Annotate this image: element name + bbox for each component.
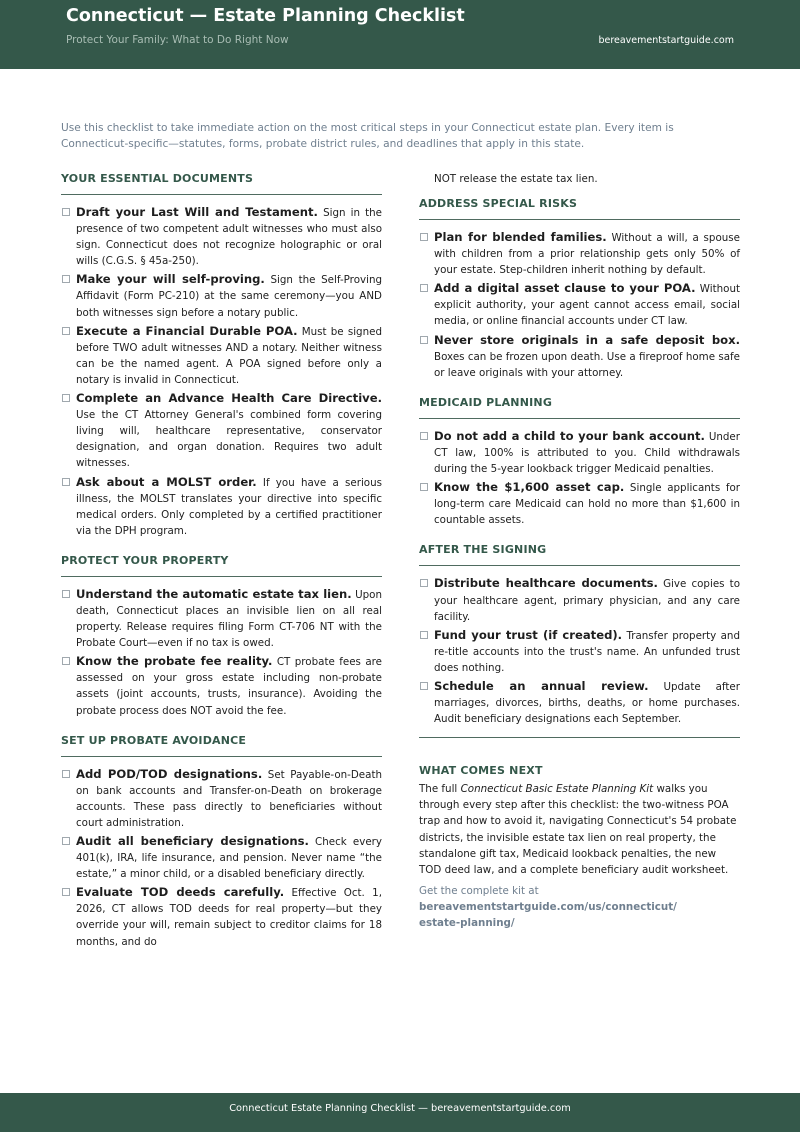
section-heading: AFTER THE SIGNING xyxy=(419,541,740,566)
checkbox[interactable] xyxy=(62,478,70,486)
item-title: Audit all beneficiary designations. xyxy=(76,834,309,848)
item-description: Under CT law, 100% is attributed to you. Child withdrawals during the 5-year lookback trigger Medicaid penalties. xyxy=(434,430,740,476)
section-heading: MEDICAID PLANNING xyxy=(419,394,740,419)
item-title: Add POD/TOD designations. xyxy=(76,766,263,781)
divider xyxy=(419,737,740,738)
item-description: Boxes can be frozen upon death. Use a fireproof home safe or leave originals with your attorney. xyxy=(434,350,740,379)
item-description: Give copies to your healthcare agent, primary physician, and any care facility. xyxy=(434,578,740,623)
section-gap xyxy=(61,541,382,552)
footer-text: Connecticut Estate Planning Checklist — bereavementstartguide.com xyxy=(229,1103,571,1114)
header-site[interactable]: bereavementstartguide.com xyxy=(598,35,734,46)
item-description: CT probate fees are assessed on your gross estate including non-probate assets (joint accounts, trusts, insurance). Avoiding the probate process does NOT avoid the fee. xyxy=(76,656,382,717)
checkbox[interactable] xyxy=(420,336,428,344)
page-title: Connecticut — Estate Planning Checklist xyxy=(66,6,465,26)
checkbox[interactable] xyxy=(420,579,428,587)
what-comes-next-heading: WHAT COMES NEXT xyxy=(419,764,543,778)
checklist-item xyxy=(61,323,382,388)
right-sections xyxy=(419,195,740,727)
checkbox[interactable] xyxy=(62,275,70,283)
checklist-item xyxy=(61,586,382,651)
checkbox[interactable] xyxy=(420,284,428,292)
item-title: Draft your Last Will and Testament. xyxy=(76,205,318,219)
what-comes-next-body xyxy=(419,781,740,878)
item-description: Check every 401(k), IRA, life insurance, and pension. Never name “the estate,” a minor child, or a disabled beneficiary directly. xyxy=(76,836,382,881)
item-description: Without a will, a spouse with children from a prior relationship gets only 50% of your estate. Step-children inherit nothing by default. xyxy=(434,232,740,277)
section-heading: PROTECT YOUR PROPERTY xyxy=(61,552,382,577)
item-title: Add a digital asset clause to your POA. xyxy=(434,281,696,296)
item-title: Know the $1,600 asset cap. xyxy=(434,480,625,495)
left-column xyxy=(61,170,382,952)
checklist-item xyxy=(419,280,740,329)
checklist-item xyxy=(419,428,740,477)
item-title: Execute a Financial Durable POA. xyxy=(76,323,298,338)
checkbox[interactable] xyxy=(420,682,428,690)
item-description: Sign in the presence of two competent adult witnesses who must also sign. Connecticut does not recognize holographic or oral wills (C.G.S. § 45a-250). xyxy=(76,207,383,268)
checklist-item xyxy=(61,884,382,949)
checkbox[interactable] xyxy=(420,483,428,491)
section-heading: SET UP PROBATE AVOIDANCE xyxy=(61,732,382,757)
checkbox[interactable] xyxy=(62,837,70,845)
item-title: Never store originals in a safe deposit box. xyxy=(434,332,740,347)
checkbox[interactable] xyxy=(420,631,428,639)
item-description: Use the CT Attorney General's combined form covering living will, healthcare representative, conservator designation, and organ donation. Requires two adult witnesses. xyxy=(76,409,382,470)
item-title: Complete an Advance Health Care Directive. xyxy=(76,391,382,406)
item-description: Sign the Self-Proving Affidavit (Form PC-210) at the same ceremony—you AND both witnesses sign before a notary public. xyxy=(76,274,383,319)
checklist-item xyxy=(419,678,740,727)
section-gap xyxy=(419,383,740,394)
kit-link-line2: estate-planning/ xyxy=(419,917,515,929)
section-heading: YOUR ESSENTIAL DOCUMENTS xyxy=(61,170,382,195)
footer-bar xyxy=(0,1093,800,1132)
checklist-item xyxy=(61,766,382,831)
checklist-item xyxy=(61,271,382,320)
section-heading: ADDRESS SPECIAL RISKS xyxy=(419,195,740,220)
checklist-item xyxy=(61,833,382,882)
intro-text: Use this checklist to take immediate action on the most critical steps in your Connecticut estate plan. Every item is Connecticut-specific—statutes, forms, probate district rules, and deadlines that apply in this state. xyxy=(61,122,674,150)
kit-name: Connecticut Basic Estate Planning Kit xyxy=(460,783,654,796)
item-title: Understand the automatic estate tax lien. xyxy=(76,586,352,601)
checkbox[interactable] xyxy=(62,590,70,598)
checkbox[interactable] xyxy=(62,770,70,778)
checkbox[interactable] xyxy=(62,394,70,402)
item-description: Effective Oct. 1, 2026, CT allows TOD deeds for real property—but they override your will, remain subject to creditor claims for 18 months, and do xyxy=(76,887,383,948)
item-title: Fund your trust (if created). xyxy=(434,627,623,642)
checkbox[interactable] xyxy=(420,432,428,440)
item-title: Do not add a child to your bank account. xyxy=(434,428,705,443)
section-gap xyxy=(419,530,740,541)
kit-link[interactable] xyxy=(419,899,740,931)
page-subtitle: Protect Your Family: What to Do Right Now xyxy=(66,34,289,46)
item-title: Make your will self-proving. xyxy=(76,272,265,287)
item-title: Know the probate fee reality. xyxy=(76,654,273,669)
checkbox[interactable] xyxy=(420,233,428,241)
checklist-item xyxy=(419,229,740,278)
checklist-item xyxy=(419,332,740,381)
item-title: Evaluate TOD deeds carefully. xyxy=(76,885,285,900)
item-description: Single applicants for long-term care Medicaid can hold no more than $1,600 in countable assets. xyxy=(434,482,740,527)
item-title: Distribute healthcare documents. xyxy=(434,576,658,591)
checklist-item xyxy=(419,575,740,624)
item-description: Without explicit authority, your agent cannot access email, social media, or online financial accounts under CT law. xyxy=(434,283,741,328)
item-title: Ask about a MOLST order. xyxy=(76,474,257,489)
checklist-item xyxy=(419,479,740,528)
item-description: Update after marriages, divorces, births, deaths, or home purchases. Audit beneficiary designations each September. xyxy=(434,680,740,726)
item-title: Plan for blended families. xyxy=(434,230,607,244)
header-bar xyxy=(0,0,800,69)
next-body-post: walks you through every step after this checklist: the two-witness POA trap and how to avoid it, navigating Connecticut's 54 probate districts, the invisible estate tax lien on real property, the standalone gift tax, Medicaid lookback penalties, the new TOD deed law, and a complete beneficiary audit worksheet. xyxy=(419,783,737,876)
checkbox[interactable] xyxy=(62,327,70,335)
checkbox[interactable] xyxy=(62,657,70,665)
checkbox[interactable] xyxy=(62,208,70,216)
item-description: If you have a serious illness, the MOLST translates your directive into specific medical orders. Only completed by a certified practitioner via the DPH program. xyxy=(76,476,382,537)
item-description: Upon death, Connecticut places an invisible lien on all real property. Release requires filing Form CT-706 NT with the Probate Court—even if no tax is owed. xyxy=(76,588,382,650)
right-column xyxy=(419,170,740,931)
item-description: Transfer property and re-title accounts into the trust's name. An unfunded trust does nothing. xyxy=(434,629,740,674)
checkbox[interactable] xyxy=(62,888,70,896)
checklist-item xyxy=(419,627,740,676)
checklist-item xyxy=(61,653,382,718)
item-title: Schedule an annual review. xyxy=(434,678,649,693)
kit-link-line1: bereavementstartguide.com/us/connecticut/ xyxy=(419,900,677,913)
checklist-item xyxy=(61,204,382,269)
item-description: Must be signed before TWO adult witnesses AND a notary. Neither witness can be the named agent. A POA signed before only a notary is invalid in Connecticut. xyxy=(76,325,382,386)
checklist-item xyxy=(61,390,382,471)
checklist-item xyxy=(61,474,382,539)
section-gap xyxy=(61,721,382,732)
next-body-pre: The full xyxy=(419,783,461,796)
item-description: Set Payable-on-Death on bank accounts and Transfer-on-Death on brokerage accounts. These pass directly to beneficiaries without court administration. xyxy=(76,768,383,829)
continuation-text: NOT release the estate tax lien. xyxy=(434,173,598,185)
kit-label: Get the complete kit at xyxy=(419,884,539,897)
